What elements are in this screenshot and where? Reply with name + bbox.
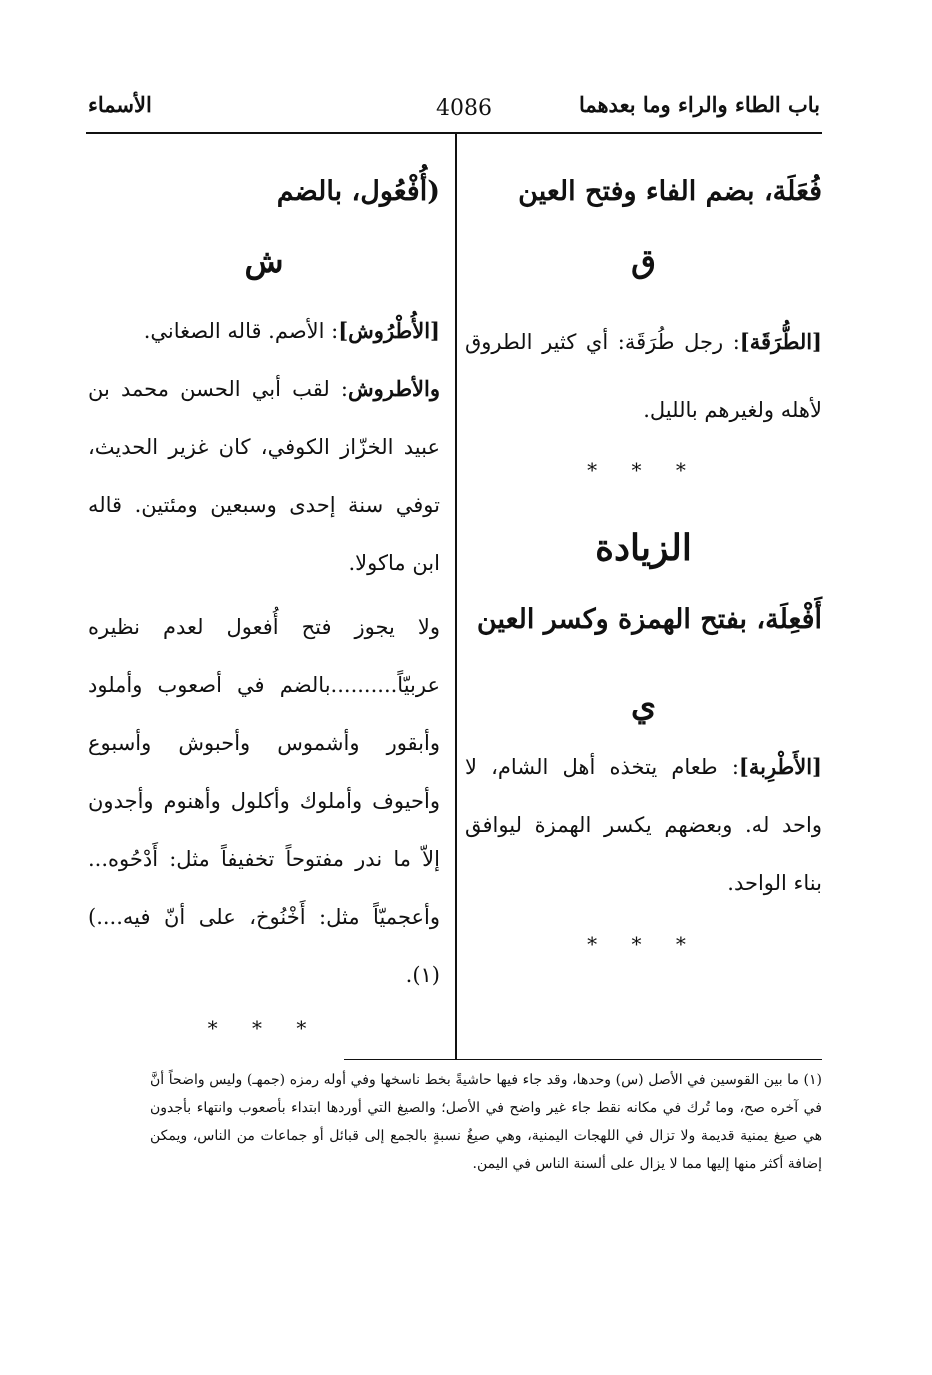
running-head-chapter: باب الطاء والراء وما بعدهما xyxy=(578,92,820,117)
right-column xyxy=(465,170,822,956)
letter-heading-ya: ي xyxy=(630,686,657,724)
entry-atriba xyxy=(465,738,822,912)
entry-al-utrush xyxy=(88,360,440,592)
grammar-note: ولا يجوز فتح أُفعول لعدم نظيره عربيّاً..........بالضم في أصعوب وأملود وأبقور وأشموس وأحبوش وأسبوع وأحيوف وأملوك وأكلول وأهنوم وأجدون إلاّ ما ندر مفتوحاً تخفيفاً مثل: أَدْحُوه... وأعجميّاً مثل: أَخْنُوخ، على أنّ فيه....)(١). xyxy=(88,615,440,987)
pattern-heading-ufuul: (أُفْعُول، بالضم xyxy=(276,176,440,207)
page-number: 4086 xyxy=(436,96,492,121)
section-separator: * * * xyxy=(587,932,700,956)
entry-text: : لقب أبي الحسن محمد بن عبيد الخزّاز الكوفي، كان غزير الحديث، توفي سنة إحدى وسبعين ومئتين. قاله ابن ماكولا. xyxy=(88,377,440,575)
section-separator: * * * xyxy=(587,458,700,482)
entry-term: [الأُطْرُوش] xyxy=(338,318,440,343)
running-head-section: الأسماء xyxy=(88,92,152,117)
section-separator: * * * xyxy=(207,1016,321,1040)
entry-term: [الطُّرَقَة] xyxy=(739,329,822,354)
entry-turaqa xyxy=(465,308,822,444)
header-rule xyxy=(86,132,822,134)
entry-text: : طعام يتخذه أهل الشام، لا واحد له. وبعضهم يكسر الهمزة ليوافق بناء الواحد. xyxy=(465,755,822,895)
letter-heading-shin: ش xyxy=(244,242,284,280)
letter-heading-qaf: ق xyxy=(631,242,656,280)
footnote-rule xyxy=(344,1059,822,1060)
column-divider xyxy=(455,133,457,1060)
pattern-heading-fuala: فُعَلَة، بضم الفاء وفتح العين xyxy=(518,176,822,207)
footnote: (١) ما بين القوسين في الأصل (س) وحدها، وقد جاء فيها حاشيةً بخط ناسخها وفي أوله رمزه (جمهـ) وليس واضحاً أنَّ في آخره صح، وما تُرك في مكانه نقط جاء غير واضح في الأصل؛ والصيغ التي أوردها ابتداء بأصعوب وانتهاء بأجدون هي صيغ يمنية قديمة ولا تزال في اللهجات اليمنية، وهي صيغُ نسبةٍ بالجمع إلى قبائل أو جماعات من الناس، ويمكن إضافة أكثر منها إليها مما لا يزال على ألسنة الناس في اليمن. xyxy=(150,1072,822,1172)
left-column xyxy=(88,170,440,1040)
entry-text: : رجل طُرَقَة: أي كثير الطروق لأهله ولغيرهم بالليل. xyxy=(465,330,822,422)
entry-text: : الأصم. قاله الصغاني. xyxy=(143,319,339,343)
entry-term: والأطروش xyxy=(347,376,440,401)
section-heading-ziyada: الزيادة xyxy=(595,527,692,569)
entry-term: [الأَطْرِبة] xyxy=(738,754,822,779)
pattern-heading-afila: أَفْعِلَة، بفتح الهمزة وكسر العين xyxy=(476,604,822,635)
entry-utrush xyxy=(88,302,440,360)
